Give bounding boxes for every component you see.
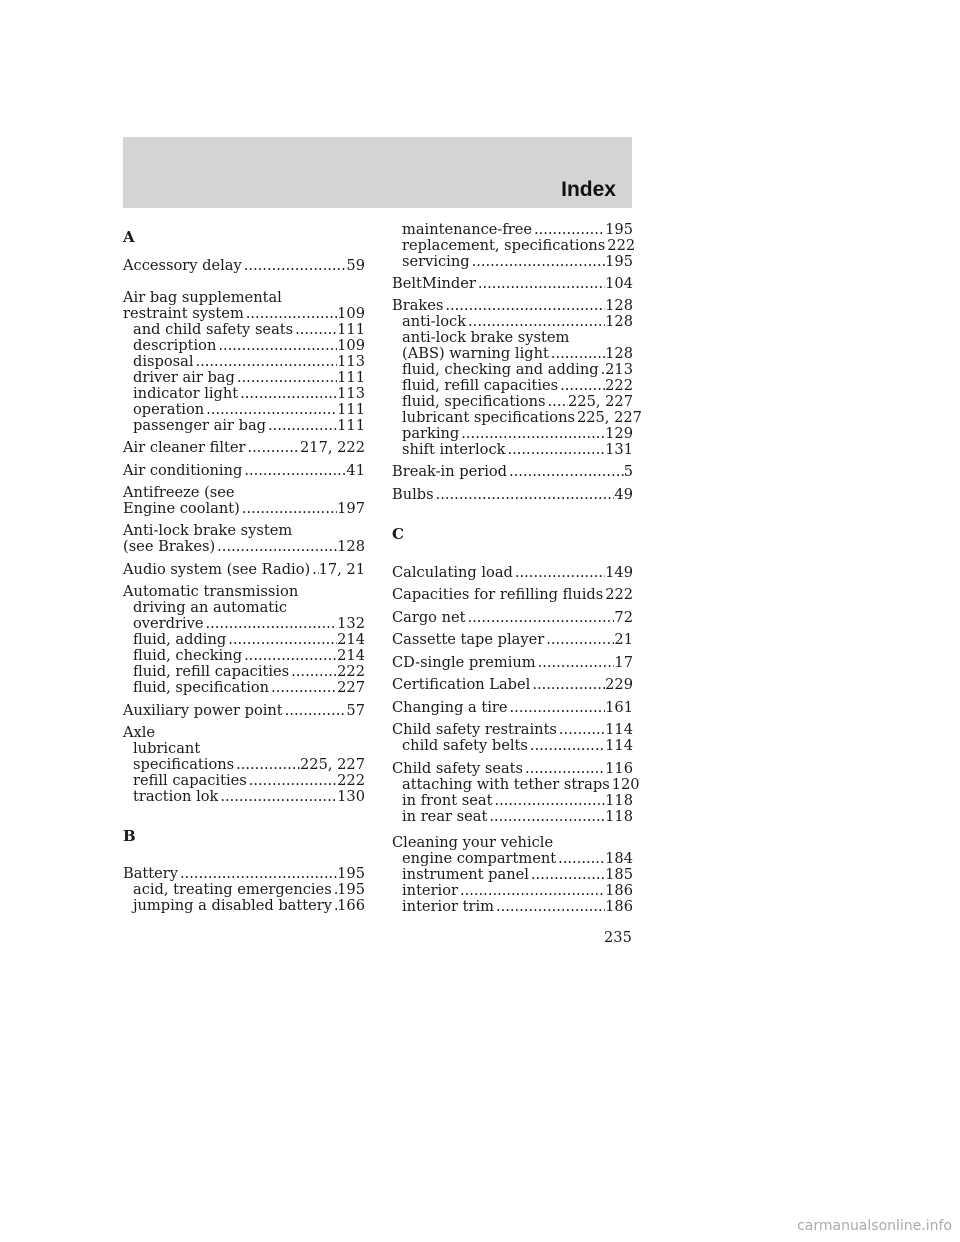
dot-leader xyxy=(510,700,606,717)
index-entry xyxy=(123,440,365,457)
index-term: Cleaning your vehicle xyxy=(392,834,554,851)
index-page-ref: 161 xyxy=(605,699,633,716)
index-term: fluid, specification xyxy=(133,679,270,696)
index-page-ref: 222 xyxy=(607,237,636,254)
index-term: in front seat xyxy=(402,792,493,809)
dot-leader xyxy=(436,487,615,504)
index-page-ref: 118 xyxy=(605,792,633,809)
index-entry xyxy=(392,487,633,504)
index-term: Calculating load xyxy=(392,564,513,581)
index-entry xyxy=(392,677,633,694)
index-term: replacement, specifications xyxy=(402,237,606,254)
index-term: anti-lock xyxy=(402,313,467,330)
index-term: Automatic transmission xyxy=(123,583,299,600)
page-number: 235 xyxy=(604,929,632,946)
index-subentry xyxy=(133,898,365,915)
index-term: Air conditioning xyxy=(123,462,243,479)
index-entry xyxy=(392,632,633,649)
dot-leader xyxy=(217,539,337,556)
index-page-ref: 222 xyxy=(605,377,633,394)
index-term: description xyxy=(133,337,217,354)
index-page-ref: 227 xyxy=(337,679,365,696)
index-page-ref: 57 xyxy=(346,702,365,719)
index-entry xyxy=(123,703,365,720)
index-term: Axle xyxy=(123,724,156,741)
index-page-ref: 225, 227 xyxy=(576,409,642,426)
index-term: acid, treating emergencies xyxy=(133,881,332,898)
index-entry xyxy=(392,464,633,481)
index-term: servicing xyxy=(402,253,470,270)
dot-leader xyxy=(237,370,337,387)
index-term: fluid, refill capacities xyxy=(133,663,290,680)
index-term: Cargo net xyxy=(392,609,466,626)
index-term: jumping a disabled battery xyxy=(133,897,332,914)
dot-leader xyxy=(242,501,337,518)
index-term: disposal xyxy=(133,353,194,370)
dot-leader xyxy=(538,655,615,672)
dot-leader xyxy=(291,664,337,681)
index-page-ref: 185 xyxy=(605,866,633,883)
index-term: Cassette tape player xyxy=(392,631,545,648)
index-term: passenger air bag xyxy=(133,417,267,434)
index-page-ref: 222 xyxy=(337,663,365,680)
index-page-ref: 128 xyxy=(605,345,633,362)
index-term: shift interlock xyxy=(402,441,506,458)
index-page-ref: 118 xyxy=(605,808,633,825)
index-term: CD-single premium xyxy=(392,654,536,671)
index-page-ref: 59 xyxy=(346,257,365,274)
dot-leader xyxy=(240,386,337,403)
index-subentry xyxy=(133,418,365,435)
index-term: Anti-lock brake system xyxy=(123,522,293,539)
index-page-ref: 130 xyxy=(337,788,365,805)
index-entry xyxy=(123,539,365,556)
dot-leader xyxy=(248,440,300,457)
index-page-ref: 131 xyxy=(605,441,633,458)
index-entry xyxy=(392,610,633,627)
index-term: Battery xyxy=(123,865,179,882)
index-term: interior xyxy=(402,882,458,899)
index-page-ref: 17 xyxy=(614,654,633,671)
index-entry xyxy=(123,463,365,480)
index-entry xyxy=(392,700,633,717)
index-term: Antifreeze (see xyxy=(123,484,235,501)
index-term: attaching with tether straps xyxy=(402,776,610,793)
index-section-letter: C xyxy=(392,525,404,543)
dot-leader xyxy=(271,680,337,697)
index-term: fluid, specifications xyxy=(402,393,546,410)
index-page-ref: 222 xyxy=(337,772,365,789)
index-entry xyxy=(392,276,633,293)
dot-leader xyxy=(244,258,347,275)
index-page-ref: 217, 222 xyxy=(300,439,365,456)
index-page-ref: 114 xyxy=(605,721,633,738)
index-page-ref: 111 xyxy=(337,321,365,338)
dot-leader xyxy=(531,867,605,884)
index-term: lubricant xyxy=(133,740,201,757)
index-term: Engine coolant) xyxy=(123,500,240,517)
index-term: Brakes xyxy=(392,297,444,314)
dot-leader xyxy=(546,632,614,649)
index-entry xyxy=(123,501,365,518)
index-term: BeltMinder xyxy=(392,275,476,292)
dot-leader xyxy=(285,703,347,720)
index-page-ref: 72 xyxy=(614,609,633,626)
dot-leader xyxy=(509,464,624,481)
index-term: Child safety seats xyxy=(392,760,524,777)
index-term: Accessory delay xyxy=(123,257,242,274)
index-entry xyxy=(392,565,633,582)
index-term: instrument panel xyxy=(402,866,529,883)
index-page-ref: 166 xyxy=(337,897,365,914)
dot-leader xyxy=(268,418,337,435)
index-page-ref: 132 xyxy=(337,615,365,632)
index-term: indicator light xyxy=(133,385,239,402)
index-subentry xyxy=(402,442,633,459)
index-page-ref: 111 xyxy=(337,401,365,418)
index-page-ref: 149 xyxy=(605,564,633,581)
index-page-ref: 49 xyxy=(614,486,633,503)
index-page-ref: 128 xyxy=(605,297,633,314)
index-page-ref: 111 xyxy=(337,417,365,434)
index-term: operation xyxy=(133,401,205,418)
index-page-ref: 41 xyxy=(346,462,365,479)
index-page-ref: 186 xyxy=(605,882,633,899)
index-term: Audio system (see Radio) xyxy=(123,561,311,578)
dot-leader xyxy=(468,610,615,627)
index-term: refill capacities xyxy=(133,772,247,789)
index-page-ref: 5 xyxy=(623,463,633,480)
index-subentry xyxy=(402,809,633,826)
index-term: engine compartment xyxy=(402,850,557,867)
index-page-ref: 222 xyxy=(605,586,634,603)
dot-leader xyxy=(249,773,337,790)
index-page-ref: 225, 227 xyxy=(300,756,365,773)
index-section-letter: B xyxy=(123,827,136,845)
index-entry xyxy=(392,655,633,672)
index-subentry xyxy=(402,254,633,271)
dot-leader xyxy=(530,738,605,755)
index-page-ref: 195 xyxy=(605,221,633,238)
index-term: driving an automatic xyxy=(133,599,288,616)
index-term: (ABS) warning light xyxy=(402,345,549,362)
index-term: fluid, checking xyxy=(133,647,243,664)
index-page-ref: 109 xyxy=(337,305,365,322)
index-term: Bulbs xyxy=(392,486,434,503)
index-term: lubricant specifications xyxy=(402,409,575,426)
index-page-ref: 113 xyxy=(337,353,365,370)
index-page-ref: 129 xyxy=(605,425,633,442)
index-entry xyxy=(123,562,365,579)
index-subentry xyxy=(402,738,633,755)
index-term: overdrive xyxy=(133,615,204,632)
dot-leader xyxy=(228,632,337,649)
index-page-ref: 128 xyxy=(605,313,633,330)
index-subentry xyxy=(402,899,633,916)
index-term: Air bag supplemental xyxy=(123,289,282,306)
index-page-ref: 120 xyxy=(611,776,640,793)
dot-leader xyxy=(295,322,337,339)
index-term: (see Brakes) xyxy=(123,538,216,555)
index-subentry xyxy=(133,680,365,697)
index-page-ref: 104 xyxy=(605,275,633,292)
dot-leader xyxy=(244,463,346,480)
index-page-ref: 17, 21 xyxy=(318,561,365,578)
dot-leader xyxy=(494,793,605,810)
index-term: traction lok xyxy=(133,788,219,805)
index-page-ref: 184 xyxy=(605,850,633,867)
dot-leader xyxy=(496,899,605,916)
index-term: parking xyxy=(402,425,460,442)
index-term: Auxiliary power point xyxy=(123,702,283,719)
index-header-band xyxy=(123,137,632,208)
index-page-ref: 229 xyxy=(605,676,633,693)
index-page-ref: 109 xyxy=(337,337,365,354)
dot-leader xyxy=(445,298,605,315)
index-term: driver air bag xyxy=(133,369,235,386)
dot-leader xyxy=(472,254,606,271)
index-term: restraint system xyxy=(123,305,244,322)
dot-leader xyxy=(478,276,605,293)
index-page-ref: 195 xyxy=(337,865,365,882)
index-page-ref: 195 xyxy=(337,881,365,898)
dot-leader xyxy=(489,809,605,826)
index-term: fluid, refill capacities xyxy=(402,377,559,394)
dot-leader xyxy=(220,789,337,806)
index-page-ref: 114 xyxy=(605,737,633,754)
index-term: fluid, checking and adding xyxy=(402,361,599,378)
index-page-ref: 214 xyxy=(337,647,365,664)
index-term: maintenance-free xyxy=(402,221,532,238)
page-title: Index xyxy=(561,178,616,201)
index-term: Child safety restraints xyxy=(392,721,557,738)
index-section-letter: A xyxy=(123,228,135,246)
index-page-ref: 197 xyxy=(337,500,365,517)
dot-leader xyxy=(218,338,337,355)
dot-leader xyxy=(559,722,605,739)
index-term: anti-lock brake system xyxy=(402,329,570,346)
index-term: Changing a tire xyxy=(392,699,508,716)
index-term: Break-in period xyxy=(392,463,508,480)
index-page-ref: 111 xyxy=(337,369,365,386)
index-term: fluid, adding xyxy=(133,631,227,648)
index-term: Air cleaner filter xyxy=(123,439,246,456)
index-page-ref: 21 xyxy=(614,631,633,648)
index-page-ref: 113 xyxy=(337,385,365,402)
index-entry xyxy=(123,258,365,275)
dot-leader xyxy=(532,677,605,694)
index-term: Capacities for refilling fluids xyxy=(392,586,604,603)
index-term: and child safety seats xyxy=(133,321,294,338)
dot-leader xyxy=(507,442,605,459)
index-page-ref: 225, 227 xyxy=(568,393,633,410)
dot-leader xyxy=(515,565,605,582)
site-watermark: carmanualsonline.info xyxy=(797,1218,952,1234)
index-page-ref: 214 xyxy=(337,631,365,648)
index-term: specifications xyxy=(133,756,235,773)
index-term: interior trim xyxy=(402,898,494,915)
index-page-ref: 186 xyxy=(605,898,633,915)
index-page-ref: 195 xyxy=(605,253,633,270)
index-term: Certification Label xyxy=(392,676,531,693)
index-entry xyxy=(392,587,633,604)
index-page-ref: 213 xyxy=(605,361,633,378)
dot-leader xyxy=(558,851,605,868)
index-page-ref: 116 xyxy=(605,760,633,777)
index-page-ref: 128 xyxy=(337,538,365,555)
index-term: child safety belts xyxy=(402,737,528,754)
index-subentry xyxy=(133,789,365,806)
index-term: in rear seat xyxy=(402,808,488,825)
